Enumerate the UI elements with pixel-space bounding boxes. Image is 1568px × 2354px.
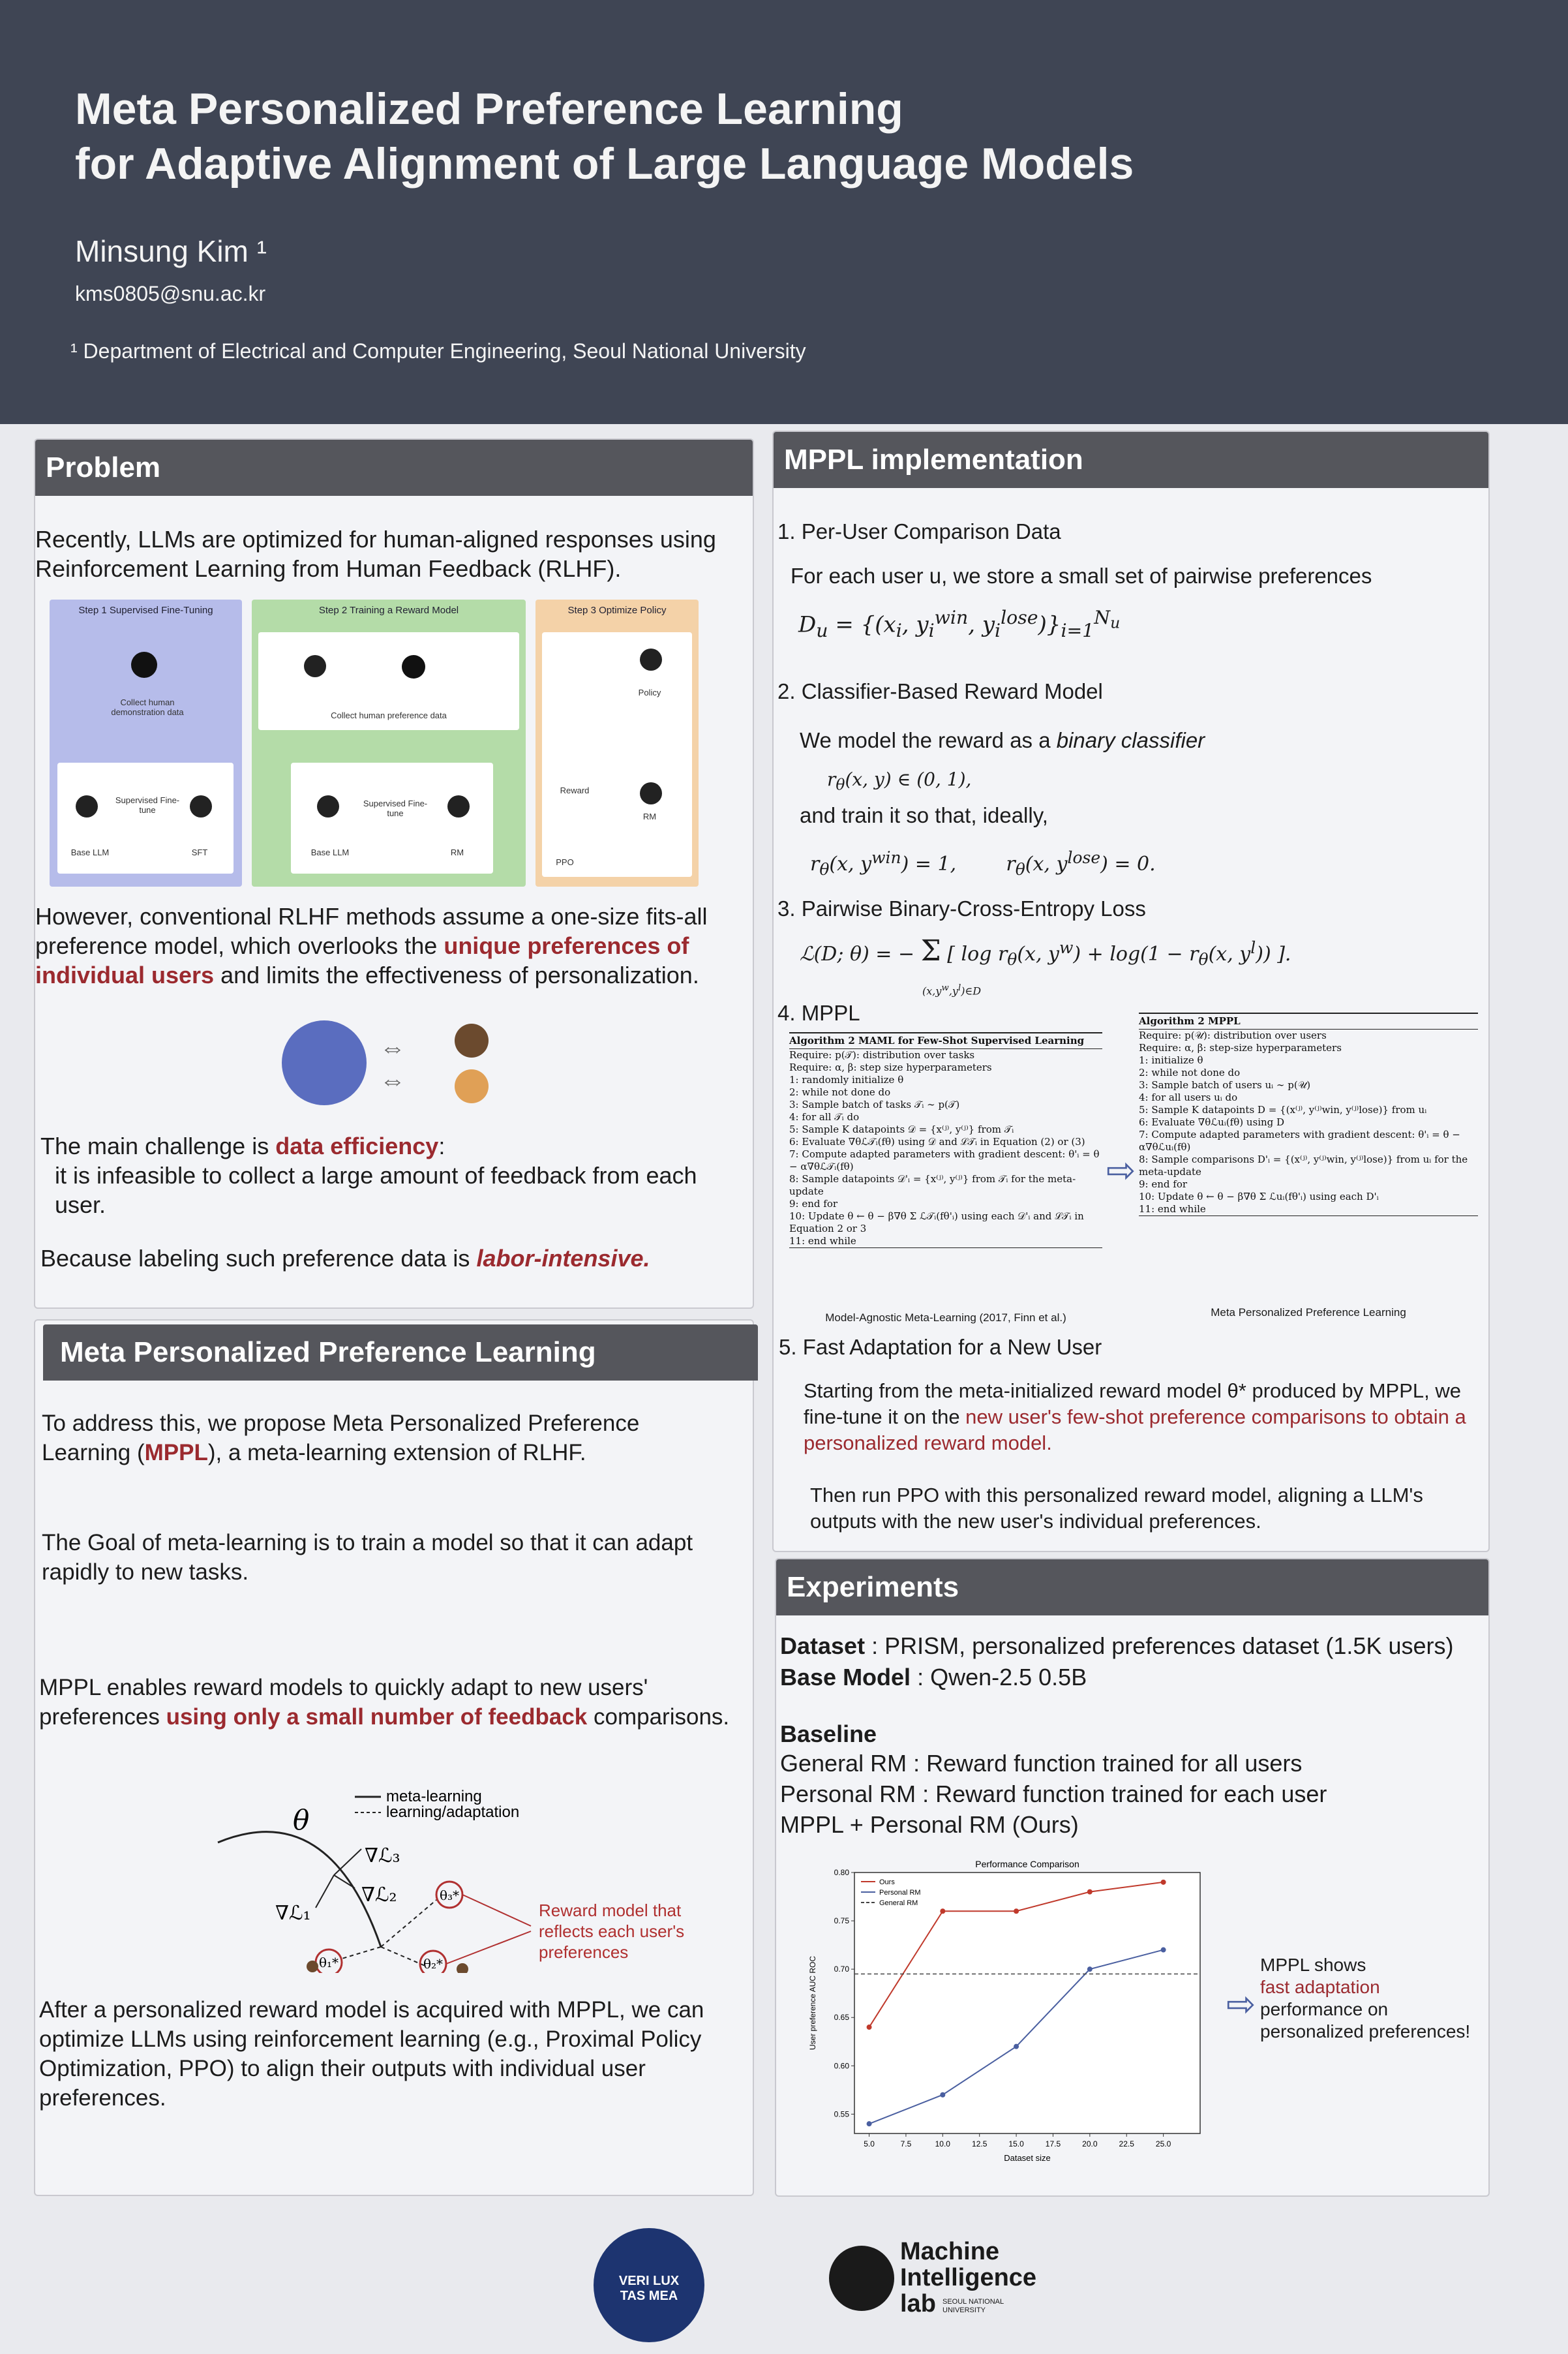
algo-maml-title: Algorithm 2 MAML for Few-Shot Supervised Learning <box>789 1032 1102 1049</box>
exp-note <box>1260 1954 1482 2043</box>
dataset-value: : PRISM, personalized preferences dataset (1.5K users) <box>865 1632 1454 1659</box>
exp-baseline-3: MPPL + Personal RM (Ours) <box>780 1811 1079 1838</box>
problem-labeling <box>40 1244 745 1273</box>
mil-logo-line3: lab <box>900 2290 936 2317</box>
author-email: kms0805@snu.ac.kr <box>75 282 266 305</box>
robot-icon <box>76 795 98 818</box>
dataset-label: Dataset <box>780 1632 866 1659</box>
mppl-p1-b: ), a meta-learning extension of RLHF. <box>207 1440 586 1465</box>
chart-point-ours <box>1087 1889 1093 1895</box>
snu-seal-logo <box>594 2228 704 2342</box>
mppl-heading: Meta Personalized Preference Learning <box>43 1324 758 1381</box>
chart-plot-area <box>854 1872 1200 2133</box>
poster-title <box>75 82 1134 191</box>
chart-y-label: User preference AUC ROC <box>808 1955 817 2051</box>
mil-logo <box>825 2238 1047 2323</box>
note-highlight: fast adaptation <box>1260 1977 1380 1997</box>
algo-mppl-line: 7: Compute adapted parameters with gradient descent: θ'ᵢ = θ − α∇θℒuᵢ(fθ) <box>1139 1129 1460 1153</box>
impl-s5-p2: Then run PPO with this personalized reward model, aligning a LLM's outputs with the new user's individual preferences. <box>810 1484 1423 1533</box>
challenge-highlight: data efficiency <box>275 1133 439 1159</box>
crowd-icon <box>282 1020 367 1105</box>
algo-maml-line: 3: Sample batch of tasks 𝒯ᵢ ∼ p(𝒯) <box>789 1099 960 1110</box>
s2-text-a: We model the reward as a <box>800 728 1057 752</box>
exp-dataset <box>780 1631 1454 1660</box>
algo-mppl-line: 4: for all users uᵢ do <box>1139 1092 1238 1103</box>
grad1-label: ∇ℒ₁ <box>275 1902 311 1925</box>
problem-however <box>35 902 753 990</box>
impl-s1-text: For each user u, we store a small set of pairwise preferences <box>791 564 1372 588</box>
impl-s3-equation: ℒ(D; θ) = − Σ [ $\log r_\theta(x$, $y^w) + \log(1 - r_\theta(x$, $y^l$)) ]. <box>800 934 1291 969</box>
chart-point-personal-rm <box>867 2121 872 2126</box>
title-line-1: Meta Personalized Preference Learning <box>75 84 903 134</box>
algo-mppl-line: 3: Sample batch of users uᵢ ∼ p(𝒰) <box>1139 1079 1311 1091</box>
theta2-label: θ₂* <box>423 1956 444 1972</box>
reward-pointer-2 <box>446 1931 531 1964</box>
algo-mppl-line: 10: Update θ ← θ − β∇θ Σ ℒuᵢ(fθ'ᵢ) using each D'ᵢ <box>1139 1191 1379 1202</box>
problem-panel <box>34 438 754 1309</box>
rlhf-step3-label-rm: RM <box>642 812 657 821</box>
mppl-p4: After a personalized reward model is acquired with MPPL, we can optimize LLMs using reinforcement learning (e.g., Proximal Policy Optimization, PPO) to align their outputs with individual user preferences. <box>39 1997 704 2111</box>
algo-maml-line: 11: end while <box>789 1235 856 1247</box>
meta-learning-path <box>218 1832 381 1947</box>
chart-point-personal-rm <box>940 2092 945 2098</box>
algo-mppl-line: 11: end while <box>1139 1203 1206 1215</box>
impl-s2-eq2: $r_\theta(x$, $y^{win}) = 1$, $r_\theta(x$, $y^{lose}) = 0$. <box>810 848 1156 879</box>
chart-x-tick-label: 12.5 <box>972 2139 988 2148</box>
chart-y-tick-label: 0.55 <box>834 2109 849 2119</box>
algo-maml-line: 8: Sample datapoints 𝒟'ᵢ = {x⁽ʲ⁾, y⁽ʲ⁾} from 𝒯ᵢ for the meta-update <box>789 1173 1076 1197</box>
person-icon <box>455 1024 489 1058</box>
algo-mppl-line: 6: Evaluate ∇θℒuᵢ(fθ) using D <box>1139 1116 1285 1128</box>
affiliation: ¹ Department of Electrical and Computer Engineering, Seoul National University <box>70 339 806 363</box>
exp-baseline-1: General RM : Reward function trained for all users <box>780 1750 1303 1777</box>
chart-point-ours <box>1014 1908 1019 1914</box>
challenge-text-a: The main challenge is <box>40 1133 276 1159</box>
algo-mppl-line: 8: Sample comparisons D'ᵢ = {(x⁽ʲ⁾, y⁽ʲ⁾win, y⁽ʲ⁾lose)} from uᵢ for the meta-update <box>1139 1154 1468 1178</box>
mppl-p2: The Goal of meta-learning is to train a model so that it can adapt rapidly to new tasks. <box>42 1530 693 1585</box>
rlhf-step3-inner <box>542 632 692 877</box>
algorithm-mppl <box>1139 1013 1478 1216</box>
algo-maml-line: 2: while not done do <box>789 1086 891 1098</box>
however-text-a: However, conventional RLHF methods assume a one-size fits-all preference model, which overlooks the <box>35 903 708 959</box>
exp-baseline-2: Personal RM : Reward function trained for each user <box>780 1781 1327 1807</box>
person-icon <box>402 655 425 679</box>
algo-mppl-line: Require: p(𝒰): distribution over users <box>1139 1030 1327 1041</box>
performance-chart <box>802 1853 1220 2179</box>
challenge-colon: : <box>438 1133 445 1159</box>
legend-dashed-label: learning/adaptation <box>386 1803 520 1821</box>
problem-challenge <box>40 1131 745 1219</box>
chart-x-tick-label: 20.0 <box>1082 2139 1098 2148</box>
impl-s3-title: 3. Pairwise Binary-Cross-Entropy Loss <box>777 896 1146 921</box>
theta1-label: θ₁* <box>319 1955 339 1970</box>
user-icon <box>457 1963 468 1973</box>
experiments-heading: Experiments <box>776 1559 1488 1615</box>
rlhf-step2-title: Step 2 Training a Reward Model <box>318 605 459 616</box>
labeling-text: Because labeling such preference data is <box>40 1245 477 1272</box>
chart-y-tick-label: 0.75 <box>834 1916 849 1926</box>
chart-y-tick-label: 0.65 <box>834 2013 849 2023</box>
chart-y-tick-label: 0.60 <box>834 2061 849 2071</box>
chart-point-personal-rm <box>1014 2044 1019 2049</box>
mil-logo-mark-icon <box>829 2246 894 2311</box>
robot-icon <box>640 649 662 671</box>
algo-maml-line: Require: p(𝒯): distribution over tasks <box>789 1049 975 1061</box>
impl-s2-text <box>800 726 1205 755</box>
reward-note: Reward model that reflects each user's preferences <box>539 1901 685 1962</box>
base-model-value: : Qwen-2.5 0.5B <box>911 1664 1087 1690</box>
mppl-panel <box>34 1319 754 2196</box>
rlhf-step2-label-rm: RM <box>450 848 464 857</box>
person-icon <box>131 652 157 678</box>
algo-maml-caption: Model-Agnostic Meta-Learning (2017, Finn et al.) <box>825 1311 1066 1324</box>
rlhf-step1-label-sft: SFT <box>191 848 208 857</box>
algo-maml-footer <box>789 1247 1102 1248</box>
however-highlight: unique preferences of individual users <box>35 932 689 988</box>
robot-judge-icon <box>640 782 662 804</box>
theta3-label: θ₃* <box>440 1888 460 1903</box>
rlhf-step1 <box>50 600 242 887</box>
impl-s1-title: 1. Per-User Comparison Data <box>777 519 1061 543</box>
rlhf-step1-label-sft-arrow: Supervised Fine-tune <box>115 795 180 815</box>
rlhf-step2-label-base: Base LLM <box>310 848 350 857</box>
algo-maml-line: Require: α, β: step size hyperparameters <box>789 1062 992 1073</box>
mppl-p1-a: To address this, we propose Meta Personalized Preference Learning ( <box>42 1411 640 1465</box>
s5-p1-a: Starting from the meta-initialized reward model θ* produced by MPPL, we fine-tune it on the <box>804 1379 1461 1428</box>
grad2-label: ∇ℒ₂ <box>361 1884 397 1906</box>
algo-maml-lines <box>789 1049 1102 1247</box>
mppl-p1-highlight: MPPL <box>144 1440 208 1465</box>
rlhf-step3-label-policy: Policy <box>638 688 661 697</box>
rlhf-step3-label-ppo: PPO <box>556 857 574 867</box>
poster-header <box>0 0 1568 424</box>
mppl-p3-b: comparisons. <box>587 1704 730 1730</box>
mppl-p1 <box>42 1409 727 1467</box>
theta-label: θ <box>293 1804 310 1836</box>
impl-s3-sum-index: $(x,y^w,y^l)\in D$ <box>922 983 982 998</box>
rlhf-step2-caption: Collect human preference data <box>331 711 447 720</box>
impl-s5-title: 5. Fast Adaptation for a New User <box>779 1335 1102 1359</box>
chart-x-tick-label: 15.0 <box>1008 2139 1024 2148</box>
exp-base-model <box>780 1662 1087 1692</box>
grad1-arrow <box>316 1875 334 1908</box>
rlhf-step2 <box>252 600 526 887</box>
grad2-arrow <box>334 1875 355 1888</box>
mppl-p3 <box>39 1673 744 1732</box>
chart-point-personal-rm <box>1161 1948 1166 1953</box>
user-icon <box>307 1961 318 1972</box>
impl-s2-eq1: $r_\theta(x$, y) ∈ (0, 1), <box>827 769 972 794</box>
mppl-p3-a: MPPL enables reward models to quickly adapt to new users' preferences <box>39 1675 648 1730</box>
note-text-a: MPPL shows <box>1260 1955 1366 1975</box>
rlhf-step1-label-base: Base LLM <box>70 848 110 857</box>
chart-title: Performance Comparison <box>975 1859 1079 1869</box>
chart-point-ours <box>940 1908 945 1914</box>
chart-y-tick-label: 0.70 <box>834 1964 849 1974</box>
implementation-panel <box>772 431 1490 1552</box>
base-model-label: Base Model <box>780 1664 911 1690</box>
adapt-line-3 <box>381 1900 436 1947</box>
problem-intro: Recently, LLMs are optimized for human-aligned responses using Reinforcement Learning from Human Feedback (RLHF). <box>35 526 716 582</box>
crowd-figure <box>282 1020 497 1105</box>
person-icon <box>455 1069 489 1103</box>
seal-text: VERI LUX TAS MEA <box>618 2274 680 2303</box>
grad3-label: ∇ℒ₃ <box>365 1844 400 1867</box>
rlhf-step3-title: Step 3 Optimize Policy <box>567 605 667 616</box>
author-name: Minsung Kim ¹ <box>75 234 267 268</box>
rlhf-diagram <box>50 600 738 887</box>
algo-mppl-footer <box>1139 1215 1478 1216</box>
algo-maml-line: 1: randomly initialize θ <box>789 1074 904 1086</box>
rlhf-step3 <box>535 600 699 887</box>
chart-point-personal-rm <box>1087 1966 1093 1972</box>
robot-icon <box>304 655 326 677</box>
double-arrow-icon: ⇔ <box>380 1066 406 1095</box>
impl-s2-text2: and train it so that, ideally, <box>800 803 1048 827</box>
arrow-right-icon: ⇨ <box>1106 1151 1136 1190</box>
impl-s4-title: 4. MPPL <box>777 1001 860 1025</box>
algo-mppl-line: 9: end for <box>1139 1178 1188 1190</box>
title-line-2: for Adaptive Alignment of Large Language Models <box>75 139 1134 189</box>
algo-mppl-line: 5: Sample K datapoints D = {(x⁽ʲ⁾, y⁽ʲ⁾win, y⁽ʲ⁾lose)} from uᵢ <box>1139 1104 1427 1116</box>
s2-text-italic: binary classifier <box>1056 728 1205 752</box>
arrow-right-icon: ⇨ <box>1226 1985 1256 2024</box>
mil-logo-line2: Intelligence <box>900 2264 1037 2291</box>
robot-graduate-icon <box>190 795 212 818</box>
note-text-b: performance on personalized preferences! <box>1260 1999 1471 2041</box>
algo-mppl-line: 1: initialize θ <box>1139 1054 1203 1066</box>
algorithm-maml <box>789 1032 1102 1248</box>
chart-x-tick-label: 22.5 <box>1119 2139 1134 2148</box>
algo-maml-line: 9: end for <box>789 1198 838 1210</box>
legend-solid-label: meta-learning <box>386 1788 482 1805</box>
algo-mppl-line: 2: while not done do <box>1139 1067 1241 1078</box>
algo-mppl-line: Require: α, β: step-size hyperparameters <box>1139 1042 1342 1054</box>
chart-point-ours <box>1161 1880 1166 1885</box>
algo-maml-line: 6: Evaluate ∇θℒ𝒯ᵢ(fθ) using 𝒟 and ℒ𝒯ᵢ in Equation (2) or (3) <box>789 1136 1085 1148</box>
mil-logo-sub: SEOUL NATIONAL UNIVERSITY <box>942 2298 1004 2314</box>
rlhf-step1-title: Step 1 Supervised Fine-Tuning <box>78 605 213 616</box>
exp-baseline-label: Baseline <box>780 1720 877 1747</box>
algo-maml-line: 5: Sample K datapoints 𝒟 = {x⁽ʲ⁾, y⁽ʲ⁾} from 𝒯ᵢ <box>789 1124 1014 1135</box>
chart-x-tick-label: 5.0 <box>864 2139 875 2148</box>
algo-mppl-title: Algorithm 2 MPPL <box>1139 1013 1478 1030</box>
chart-x-tick-label: 10.0 <box>935 2139 950 2148</box>
rlhf-step1-caption: Collect human demonstration data <box>111 697 184 717</box>
chart-legend-label: Personal RM <box>879 1889 921 1897</box>
robot-icon <box>317 795 339 818</box>
impl-s2-title: 2. Classifier-Based Reward Model <box>777 679 1103 703</box>
however-text-b: and limits the effectiveness of personalization. <box>214 962 699 988</box>
mppl-p3-highlight: using only a small number of feedback <box>166 1704 588 1730</box>
labeling-highlight: labor-intensive. <box>476 1245 650 1272</box>
problem-heading: Problem <box>35 440 753 496</box>
robot-judge-icon <box>447 795 470 818</box>
s5-p1-highlight: new user's few-shot preference comparisons to obtain a personalized reward model. <box>804 1405 1466 1454</box>
adapt-line-1 <box>342 1947 381 1959</box>
algo-maml-line: 4: for all 𝒯ᵢ do <box>789 1111 860 1123</box>
impl-s1-equation: $D_u = \{(x_i$, $y_i^{win}$, $y_i^{lose})\}_{i=1}^{N_u}$ <box>798 607 1121 642</box>
chart-y-tick-label: 0.80 <box>834 1868 849 1877</box>
chart-x-tick-label: 25.0 <box>1155 2139 1171 2148</box>
challenge-detail: it is infeasible to collect a large amount of feedback from each user. <box>55 1162 697 1218</box>
impl-s5-p1 <box>804 1378 1469 1456</box>
reward-pointer-3 <box>462 1895 531 1926</box>
chart-x-tick-label: 17.5 <box>1045 2139 1061 2148</box>
experiments-panel <box>775 1558 1490 2197</box>
double-arrow-icon: ⇔ <box>380 1033 406 1062</box>
rlhf-step2-label-sft-arrow: Supervised Fine-tune <box>363 799 428 818</box>
algo-maml-line: 7: Compute adapted parameters with gradient descent: θ'ᵢ = θ − α∇θℒ𝒯ᵢ(fθ) <box>789 1148 1100 1172</box>
algo-mppl-lines <box>1139 1030 1478 1215</box>
grad3-arrow <box>334 1849 361 1875</box>
rlhf-step3-label-reward: Reward <box>560 786 590 795</box>
algo-maml-line: 10: Update θ ← θ − β∇θ Σ ℒ𝒯ᵢ(fθ'ᵢ) using each 𝒟'ᵢ and ℒ𝒯ᵢ in Equation 2 or 3 <box>789 1210 1084 1234</box>
chart-legend-label: Ours <box>879 1878 895 1886</box>
algo-mppl-caption: Meta Personalized Preference Learning <box>1211 1306 1406 1319</box>
chart-x-label: Dataset size <box>1004 2153 1051 2163</box>
chart-x-tick-label: 7.5 <box>900 2139 912 2148</box>
mil-logo-line1: Machine <box>900 2238 1000 2265</box>
chart-point-ours <box>867 2025 872 2030</box>
implementation-heading: MPPL implementation <box>774 432 1488 488</box>
chart-legend-label: General RM <box>879 1899 918 1907</box>
